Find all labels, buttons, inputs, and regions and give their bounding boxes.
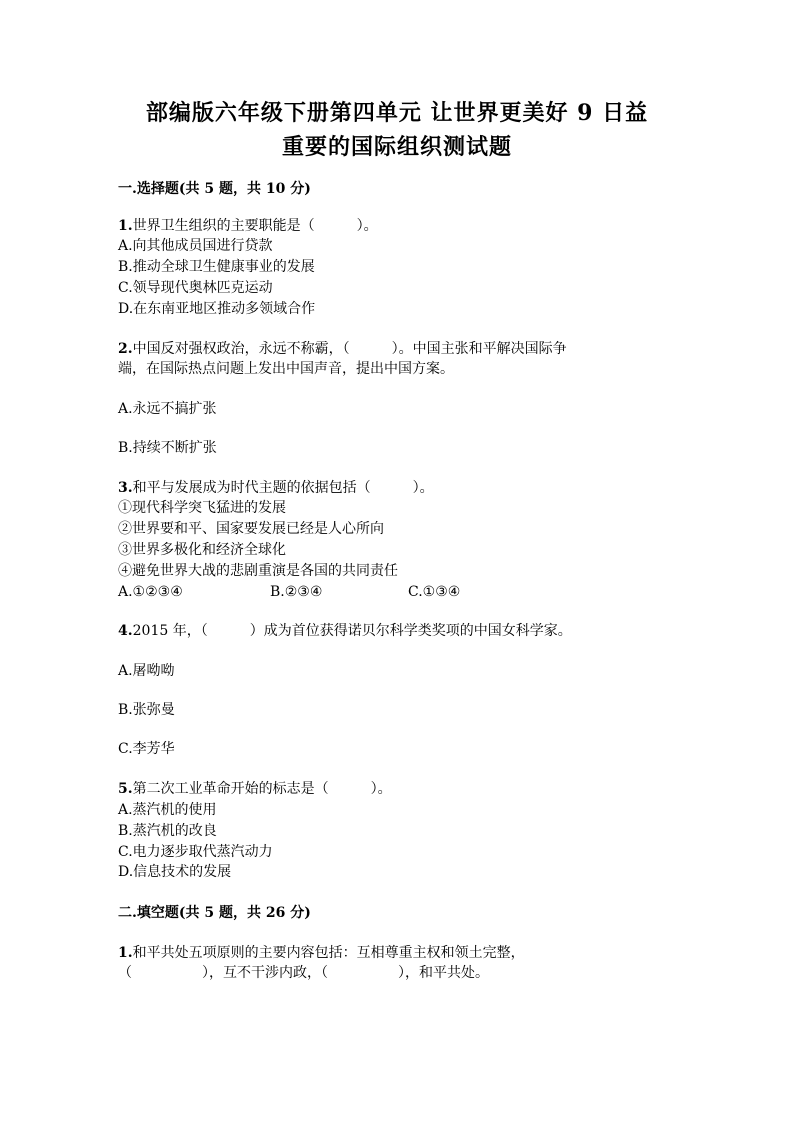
question-4-option-a: A.屠呦呦 bbox=[118, 663, 175, 679]
question-4-text: 2015 年，（ ）成为首位获得诺贝尔科学类奖项的中国女科学家。 bbox=[132, 623, 572, 639]
section-heading-choice: 一.选择题(共 5 题，共 10 分) bbox=[118, 181, 311, 197]
question-3-stem bbox=[118, 478, 434, 498]
question-4-number: 4. bbox=[118, 623, 133, 639]
page-title-line1: 部编版六年级下册第四单元 让世界更美好 9 日益 bbox=[145, 100, 649, 126]
question-1-option-d: D.在东南亚地区推动多领域合作 bbox=[118, 301, 316, 317]
question-1-option-a: A.向其他成员国进行贷款 bbox=[118, 238, 273, 254]
question-1-option-c: C.领导现代奥林匹克运动 bbox=[118, 280, 273, 296]
question-5-option-a: A.蒸汽机的使用 bbox=[118, 802, 217, 818]
question-5-option-c: C.电力逐步取代蒸汽动力 bbox=[118, 844, 273, 860]
question-1-stem bbox=[118, 216, 378, 236]
question-3-item-1: ①现代科学突飞猛进的发展 bbox=[118, 500, 286, 516]
fill-1-stem-line2: （ ），互不干涉内政，（ ），和平共处。 bbox=[118, 965, 489, 981]
question-3-item-4: ④避免世界大战的悲剧重演是各国的共同责任 bbox=[118, 563, 398, 579]
question-3-option-b: B.②③④ bbox=[270, 584, 323, 600]
question-4-option-b: B.张弥曼 bbox=[118, 702, 175, 718]
fill-1-text: 和平共处五项原则的主要内容包括：互相尊重主权和领土完整， bbox=[132, 945, 525, 961]
question-3-number: 3. bbox=[118, 480, 133, 496]
question-2-option-b: B.持续不断扩张 bbox=[118, 440, 217, 456]
section-heading-fill: 二.填空题(共 5 题，共 26 分) bbox=[118, 905, 311, 921]
question-1-text: 世界卫生组织的主要职能是（ ）。 bbox=[132, 218, 378, 234]
question-3-text: 和平与发展成为时代主题的依据包括（ ）。 bbox=[132, 480, 434, 496]
question-2-number: 2. bbox=[118, 341, 133, 357]
question-5-text: 第二次工业革命开始的标志是（ ）。 bbox=[132, 781, 392, 797]
question-2-text: 中国反对强权政治，永远不称霸，（ ）。中国主张和平解决国际争 bbox=[132, 341, 567, 357]
fill-1-stem-line1 bbox=[118, 943, 525, 963]
question-1-option-b: B.推动全球卫生健康事业的发展 bbox=[118, 259, 315, 275]
question-3-item-2: ②世界要和平、国家要发展已经是人心所向 bbox=[118, 521, 384, 537]
question-4-stem bbox=[118, 621, 572, 641]
page-title-line2: 重要的国际组织测试题 bbox=[281, 134, 512, 160]
question-1-number: 1. bbox=[118, 218, 133, 234]
question-2-stem-line1 bbox=[118, 339, 567, 359]
question-3-option-c: C.①③④ bbox=[408, 584, 461, 600]
question-5-option-d: D.信息技术的发展 bbox=[118, 864, 232, 880]
question-3-item-3: ③世界多极化和经济全球化 bbox=[118, 542, 286, 558]
question-3-option-a: A.①②③④ bbox=[118, 584, 183, 600]
question-4-option-c: C.李芳华 bbox=[118, 741, 175, 757]
question-5-number: 5. bbox=[118, 781, 133, 797]
question-3-options-row bbox=[118, 582, 678, 602]
question-2-stem-line2: 端，在国际热点问题上发出中国声音，提出中国方案。 bbox=[118, 361, 454, 377]
question-5-stem bbox=[118, 779, 392, 799]
question-2-option-a: A.永远不搞扩张 bbox=[118, 401, 217, 417]
question-5-option-b: B.蒸汽机的改良 bbox=[118, 823, 217, 839]
fill-1-number: 1. bbox=[118, 945, 133, 961]
